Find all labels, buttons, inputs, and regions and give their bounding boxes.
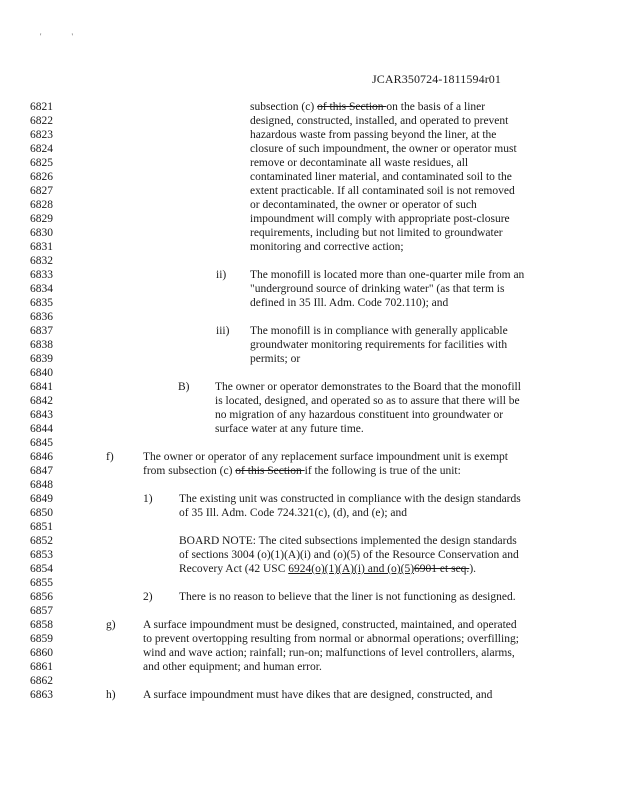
body-line: of 35 Ill. Adm. Code 724.321(c), (d), and (e); and <box>179 507 408 519</box>
body-line: contaminated liner material, and contaminated soil to the <box>250 171 512 183</box>
body-line: The existing unit was constructed in compliance with the design standards <box>179 493 521 505</box>
body-line: surface water at any future time. <box>215 423 364 435</box>
line-number: 6833 <box>30 269 53 281</box>
body-line: monitoring and corrective action; <box>250 241 404 253</box>
item-label-h: h) <box>106 689 116 701</box>
body-line <box>179 563 476 576</box>
body-line: extent practicable. If all contaminated soil is not removed <box>250 185 515 197</box>
line-number: 6829 <box>30 213 53 225</box>
line-number: 6850 <box>30 507 53 519</box>
body-line: is located, designed, and operated so as to assure that there will be <box>215 395 520 407</box>
text-run: ). <box>469 563 477 575</box>
line-number: 6823 <box>30 129 53 141</box>
line-number: 6840 <box>30 367 53 379</box>
line-number: 6838 <box>30 339 53 351</box>
board-note: BOARD NOTE: The cited subsections implemented the design standards <box>179 535 517 547</box>
scan-mark: ' <box>71 32 73 41</box>
body-line: closure of such impoundment, the owner or operator must <box>250 143 517 155</box>
scan-marks <box>40 32 101 41</box>
line-number: 6860 <box>30 647 53 659</box>
body-line: A surface impoundment must have dikes that are designed, constructed, and <box>143 689 493 701</box>
body-line: "underground source of drinking water" (as that term is <box>250 283 505 295</box>
item-label-g: g) <box>106 619 116 631</box>
line-number: 6836 <box>30 311 53 323</box>
body-line: no migration of any hazardous constituent into groundwater or <box>215 409 504 421</box>
item-label-2: 2) <box>143 591 153 603</box>
line-number: 6842 <box>30 395 53 407</box>
line-number: 6863 <box>30 689 53 701</box>
body-line: remove or decontaminate all waste residues, all <box>250 157 469 169</box>
scan-mark: ' <box>40 32 42 41</box>
deleted-text: of this Section <box>317 101 387 113</box>
body-line: There is no reason to believe that the liner is not functioning as designed. <box>179 591 516 603</box>
line-number: 6824 <box>30 143 53 155</box>
text-run: on the basis of a liner <box>386 101 486 113</box>
line-number: 6849 <box>30 493 53 505</box>
document-id: JCAR350724-1811594r01 <box>372 72 501 86</box>
line-number: 6821 <box>30 101 53 113</box>
line-number: 6827 <box>30 185 53 197</box>
body-line <box>250 101 485 114</box>
body-line: of sections 3004 (o)(1)(A)(i) and (o)(5) of the Resource Conservation and <box>179 549 519 561</box>
line-number: 6848 <box>30 479 53 491</box>
line-number: 6830 <box>30 227 53 239</box>
item-label-1: 1) <box>143 493 153 505</box>
line-number: 6825 <box>30 157 53 169</box>
line-number: 6853 <box>30 549 53 561</box>
text-run: if the following is true of the unit: <box>304 465 461 477</box>
line-number: 6854 <box>30 563 53 575</box>
line-number: 6839 <box>30 353 53 365</box>
line-number: 6845 <box>30 437 53 449</box>
line-number: 6857 <box>30 605 53 617</box>
inserted-text: 6924(o)(1)(A)(i) and (o)(5) <box>288 563 415 575</box>
line-number: 6835 <box>30 297 53 309</box>
line-number: 6851 <box>30 521 53 533</box>
item-label-ii: ii) <box>216 269 227 281</box>
line-number: 6852 <box>30 535 53 547</box>
line-number: 6832 <box>30 255 53 267</box>
line-number: 6831 <box>30 241 53 253</box>
line-number: 6843 <box>30 409 53 421</box>
line-number: 6844 <box>30 423 53 435</box>
line-number: 6859 <box>30 633 53 645</box>
body-line: The monofill is located more than one-quarter mile from an <box>250 269 525 281</box>
item-label-f: f) <box>106 451 114 463</box>
body-line: to prevent overtopping resulting from normal or abnormal operations; overfilling; <box>143 633 519 645</box>
body-line: hazardous waste from passing beyond the liner, at the <box>250 129 497 141</box>
deleted-text: 6901 et seq. <box>414 563 470 575</box>
body-line: or decontaminated, the owner or operator of such <box>250 199 477 211</box>
line-number: 6822 <box>30 115 53 127</box>
body-line: and other equipment; and human error. <box>143 661 322 673</box>
line-number: 6846 <box>30 451 53 463</box>
line-number: 6828 <box>30 199 53 211</box>
body-line: requirements, including but not limited to groundwater <box>250 227 503 239</box>
line-number: 6862 <box>30 675 53 687</box>
line-number: 6837 <box>30 325 53 337</box>
body-line: The owner or operator of any replacement surface impoundment unit is exempt <box>143 451 508 463</box>
body-line: designed, constructed, installed, and operated to prevent <box>250 115 509 127</box>
body-line: A surface impoundment must be designed, constructed, maintained, and operated <box>143 619 517 631</box>
item-label-B: B) <box>178 381 190 393</box>
body-line: The monofill is in compliance with generally applicable <box>250 325 508 337</box>
line-number: 6855 <box>30 577 53 589</box>
body-line: groundwater monitoring requirements for facilities with <box>250 339 508 351</box>
body-line <box>143 465 461 478</box>
text-run: from subsection (c) <box>143 465 236 477</box>
item-label-iii: iii) <box>216 325 230 337</box>
body-line: permits; or <box>250 353 301 365</box>
line-number: 6856 <box>30 591 53 603</box>
text-run: subsection (c) <box>250 101 318 113</box>
line-number: 6826 <box>30 171 53 183</box>
body-line: defined in 35 Ill. Adm. Code 702.110); and <box>250 297 449 309</box>
line-number: 6847 <box>30 465 53 477</box>
body-line: wind and wave action; rainfall; run-on; malfunctions of level controllers, alarms, <box>143 647 515 659</box>
body-line: impoundment will comply with appropriate post-closure <box>250 213 510 225</box>
line-number: 6858 <box>30 619 53 631</box>
text-run: Recovery Act (42 USC <box>179 563 289 575</box>
line-number: 6834 <box>30 283 53 295</box>
line-number: 6841 <box>30 381 53 393</box>
deleted-text: of this Section <box>235 465 305 477</box>
line-number: 6861 <box>30 661 53 673</box>
body-line: The owner or operator demonstrates to the Board that the monofill <box>215 381 521 393</box>
